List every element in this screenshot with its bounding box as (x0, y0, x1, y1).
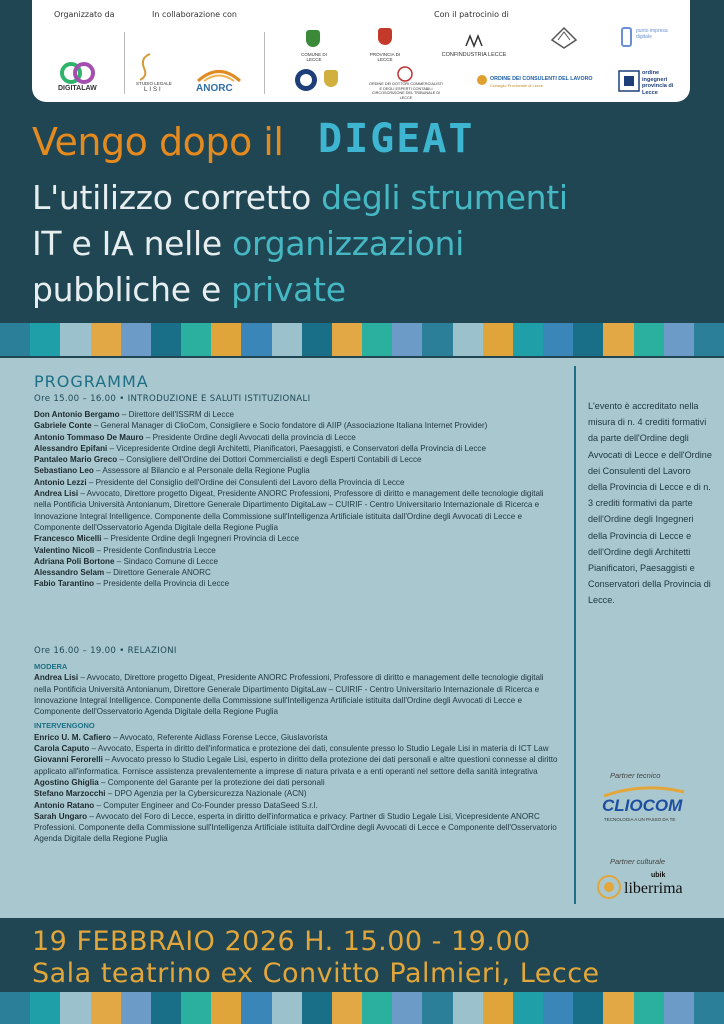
comune-crest-icon (306, 30, 320, 47)
band-segment (603, 323, 633, 356)
digitalaw-logo-icon (60, 62, 104, 84)
event-date: 19 FEBBRAIO 2026 H. 15.00 - 19.00 (32, 926, 531, 957)
band-segment (694, 323, 724, 356)
speaker-entry (34, 788, 562, 799)
speaker-entry (34, 465, 562, 476)
session-2-list (34, 661, 562, 845)
speaker-name: Gabriele Conte (34, 421, 92, 431)
band-segment (0, 992, 30, 1024)
band-segment (513, 992, 543, 1024)
punto-impresa-logo-icon (620, 26, 634, 48)
credits-text: L'evento è accreditato nella misura di n. 4 crediti formativi da parte dell'Ordine degli Avvocati di Lecce e dell'Ordine dei Consulenti del Lavoro della Provincia di Lecce e di n. 3 crediti formativi da parte dell'Ordine degli Ingegneri della Provincia di Lecce e dell'Ordine degli Architetti Pianificatori, Paesaggisti e Conservatori della Provincia di Lecce. (588, 401, 712, 606)
speaker-name: Alessandro Selam (34, 568, 105, 578)
title-line-2-part-b: organizzazioni (232, 224, 464, 263)
band-segment (91, 992, 121, 1024)
band-segment (392, 323, 422, 356)
commercialisti-seal-icon (397, 66, 413, 82)
band-segment (422, 323, 452, 356)
title-line-3-part-a: pubbliche e (32, 270, 232, 309)
session-2-heading: Ore 16.00 – 19.00 • RELAZIONI (34, 646, 177, 656)
band-segment (634, 323, 664, 356)
session-1-heading: Ore 15.00 – 16.00 • INTRODUZIONE E SALUTI ISTITUZIONALI (34, 394, 311, 404)
partner-tecnico-caption: Partner tecnico (610, 771, 661, 780)
speaker-name: Antonio Tommaso De Mauro (34, 432, 144, 442)
band-segment (362, 992, 392, 1024)
liberrima-emblem-icon (596, 874, 622, 900)
organized-by-caption: Organizzato da (54, 10, 115, 19)
speaker-entry (34, 533, 562, 544)
title-vengo: Vengo dopo il (32, 120, 284, 164)
speaker-name: Alessandro Epifani (34, 443, 108, 453)
band-segment (603, 992, 633, 1024)
speaker-desc: – Consigliere dell'Ordine dei Dottori Commercialisti e degli Esperti Contabili di Lecce (117, 455, 422, 465)
speaker-name: Andrea Lisi (34, 489, 79, 499)
band-segment (91, 323, 121, 356)
title-line-3 (32, 270, 346, 309)
speaker-entry (34, 732, 562, 743)
band-segment (573, 323, 603, 356)
architetti-logo-icon (550, 26, 578, 50)
title-line-1-part-a: L'utilizzo corretto (32, 178, 322, 217)
comune-label: COMUNE DI LECCE (301, 52, 327, 63)
digitalaw-label: DIGITALAW (58, 85, 97, 92)
speaker-name: Enrico U. M. Cafiero (34, 732, 111, 742)
partner-culturale-caption: Partner culturale (610, 857, 666, 866)
punto-impresa-label: punto impresa digitale (636, 28, 668, 40)
speaker-name: Antonio Lezzi (34, 477, 87, 487)
band-segment (121, 992, 151, 1024)
band-segment (60, 323, 90, 356)
band-segment (483, 992, 513, 1024)
speaker-desc: – Avvocato, Direttore progetto Digeat, Presidente ANORC Professioni, Professore di diritto e management delle tecnologie digitali nella Pontificia Università Antonianum, Direttore Generale Dipartimento DigitaLaw – CUIRIF - Centro Universitario Internazionale di Ricerca e Innovazione Integral Intelligence. Componente della Commissione sull'Intelligenza Artificiale istituita dall'Ordine degli Avvocati di Lecce e Componente dell'Osservatorio Agenda Digitale della Regione Puglia (34, 489, 544, 532)
speaker-desc: – Componente del Garante per la protezione dei dati personali (98, 777, 325, 787)
speaker-name: Francesco Micelli (34, 534, 102, 544)
speaker-entry (34, 545, 562, 556)
band-segment (543, 323, 573, 356)
band-segment (694, 992, 724, 1024)
program-title: PROGRAMMA (34, 372, 149, 391)
session-1-list (34, 409, 562, 590)
speaker-name: Fabio Tarantino (34, 579, 95, 589)
digeat-logo: DIGEAT (318, 116, 475, 162)
speaker-desc: – Avvocato, Esperta in diritto dell'informatica e protezione dei dati, consulente presso lo Studio Legale Lisi in materia di ICT Law (89, 744, 549, 754)
band-segment (453, 992, 483, 1024)
band-segment (211, 323, 241, 356)
band-segment (241, 992, 271, 1024)
band-segment (664, 323, 694, 356)
confindustria-logo-icon (464, 34, 484, 48)
band-segment (332, 992, 362, 1024)
speaker-desc: – Direttore Generale ANORC (104, 568, 211, 578)
divider (264, 32, 265, 94)
band-segment (543, 992, 573, 1024)
speaker-entry (34, 477, 562, 488)
band-segment (483, 323, 513, 356)
speaker-name: Valentino Nicolì (34, 545, 95, 555)
speaker-entry (34, 811, 562, 845)
studio-lisi-logo-icon (136, 52, 156, 82)
studio-legale-label: STUDIO LEGALE (136, 81, 172, 86)
commercialisti-label: ORDINE DEI DOTTORI COMMERCIALISTI E DEGLI ESPERTI CONTABILI CIRCOSCRIZIONE DEL TRIBUNALE DI LECCE (369, 82, 443, 100)
speaker-name: Pantaleo Mario Greco (34, 455, 118, 465)
cliocom-tagline: TECNOLOGIA A UN PASSO DA TE (604, 817, 676, 822)
title-line-3-part-b: private (231, 270, 346, 309)
speaker-name: Adriana Poli Bortone (34, 556, 115, 566)
speaker-entry (34, 420, 562, 431)
color-band-bottom (0, 992, 724, 1024)
speaker-name: Giovanni Ferorelli (34, 755, 103, 765)
speaker-entry (34, 409, 562, 420)
provincia-label: PROVINCIA DI LECCE (369, 52, 401, 63)
anorc-logo-icon (196, 68, 242, 82)
band-segment (151, 323, 181, 356)
intervengono-list (34, 732, 562, 845)
speaker-desc: – Avvocato presso lo Studio Legale Lisi, esperto in diritto della protezione dei dati personali e altre questioni connesse al diritto applicato all'informatica. Fornisce assistenza prevalentemente a imprese di natura privata e a enti operanti nel settore della sanità integrativa (34, 755, 558, 776)
band-segment (121, 323, 151, 356)
band-segment (0, 323, 30, 356)
speaker-name: Sarah Ungaro (34, 811, 88, 821)
band-segment (513, 323, 543, 356)
band-segment (60, 992, 90, 1024)
modera-label: MODERA (34, 662, 68, 671)
speaker-entry (34, 578, 562, 589)
speaker-desc: – Computer Engineer and Co-Founder presso DataSeed S.r.l. (94, 800, 318, 810)
band-segment (181, 992, 211, 1024)
speaker-desc: – Avvocato, Direttore progetto Digeat, Presidente ANORC Professioni, Professore di diritto e management delle tecnologie digitali nella Pontificia Università Antonianum, Direttore Generale Dipartimento DigitaLaw – CUIRIF - Centro Universitario Internazionale di Ricerca e Innovazione Integral Intelligence. Componente della Commissione sull'Intelligenza Artificiale istituita dall'Ordine degli Avvocati di Lecce e Componente dell'Osservatorio Agenda Digitale della Regione Puglia (34, 673, 544, 717)
consulenti-label: ORDINE DEI CONSULENTI DEL LAVORO (490, 76, 593, 82)
speaker-entry (34, 567, 562, 578)
event-venue: Sala teatrino ex Convitto Palmieri, Lecce (32, 958, 600, 989)
speaker-desc: – Presidente Ordine degli Ingegneri Provincia di Lecce (101, 534, 299, 544)
provincia-crest-icon (378, 28, 392, 45)
intervengono-label: INTERVENGONO (34, 721, 95, 731)
band-segment (302, 992, 332, 1024)
speaker-name: Agostino Ghiglia (34, 777, 99, 787)
speaker-desc: – Avvocato, Referente Aidlass Forense Lecce, Giuslavorista (110, 732, 328, 742)
liberrima-logo: liberrima (624, 880, 683, 897)
collaboration-caption: In collaborazione con (152, 10, 237, 19)
ingegneri-label: ordine ingegneri provincia di Lecce (642, 70, 674, 97)
speaker-desc: – Presidente del Consiglio dell'Ordine dei Consulenti del Lavoro della Provincia di Lecce (86, 477, 405, 487)
title-line-2-part-a: IT e IA nelle (32, 224, 233, 263)
band-segment (664, 992, 694, 1024)
band-segment (634, 992, 664, 1024)
ingegneri-logo-icon (618, 70, 640, 92)
band-segment (272, 323, 302, 356)
speaker-name: Don Antonio Bergamo (34, 410, 120, 419)
sponsors-header (32, 0, 690, 102)
patronage-caption: Con il patrocinio di (434, 10, 509, 19)
band-segment (422, 992, 452, 1024)
band-segment (272, 992, 302, 1024)
band-segment (151, 992, 181, 1024)
modera-entry (34, 672, 562, 717)
band-segment (30, 992, 60, 1024)
speaker-desc: – Assessore al Bilancio e al Personale della Regione Puglia (93, 466, 310, 476)
speaker-desc: – Presidente Ordine degli Avvocati della provincia di Lecce (143, 432, 356, 442)
divider (124, 32, 125, 94)
speaker-name: Carola Caputo (34, 744, 90, 754)
cliocom-logo: CLIOCOM (602, 796, 683, 815)
speaker-name: Antonio Ratano (34, 800, 95, 810)
title-line-1 (32, 178, 568, 217)
speaker-desc: – Vicepresidente Ordine degli Architetti, Pianificatori, Paesaggisti, e Conservatori della Provincia di Lecce (107, 443, 486, 453)
sidebar-divider (574, 366, 576, 904)
speaker-entry (34, 754, 562, 777)
speaker-name: Andrea Lisi (34, 673, 79, 683)
anorc-label: ANORC (196, 83, 233, 94)
confindustria-label: CONFINDUSTRIA LECCE (441, 52, 507, 58)
band-segment (362, 323, 392, 356)
speaker-entry (34, 443, 562, 454)
title-line-2 (32, 224, 464, 263)
speaker-name: Stefano Marzocchi (34, 789, 106, 799)
speaker-desc: – Sindaco Comune di Lecce (114, 556, 218, 566)
band-segment (30, 323, 60, 356)
speaker-desc: – General Manager di ClioCom, Consigliere e Socio fondatore di AIIP (Associazione Italiana Internet Provider) (91, 421, 488, 431)
speaker-desc: – Direttore dell'ISSRM di Lecce (119, 410, 235, 419)
band-segment (573, 992, 603, 1024)
consulenti-logo-icon (476, 74, 488, 86)
ordine-crest-icon (324, 70, 338, 87)
speaker-entry (34, 488, 562, 533)
band-segment (453, 323, 483, 356)
band-segment (211, 992, 241, 1024)
band-segment (302, 323, 332, 356)
speaker-name: Sebastiano Leo (34, 466, 94, 476)
ordine-avvocati-seal-icon (294, 68, 318, 92)
color-band-top (0, 323, 724, 356)
speaker-entry (34, 556, 562, 567)
band-segment (392, 992, 422, 1024)
speaker-desc: – DPO Agenzia per la Cybersicurezza Nazionale (ACN) (105, 789, 307, 799)
band-segment (181, 323, 211, 356)
speaker-entry (34, 432, 562, 443)
ubik-label: ubik (651, 872, 666, 879)
band-segment (332, 323, 362, 356)
speaker-desc: – Avvocato del Foro di Lecce, esperta in diritto dell'informatica e privacy. Partner di Studio Legale Lisi, Vicepresidente ANORC Professioni. Componente della Commissione sull'Intelligenza Artificiale istituita dall'Ordine degli Avvocati di Lecce e Componente dell'Osservatorio Agenda Digitale della Regione Puglia (34, 811, 557, 844)
title-line-1-part-b: degli strumenti (321, 178, 568, 217)
speaker-entry (34, 800, 562, 811)
lisi-label: LISI (144, 87, 163, 93)
speaker-entry (34, 743, 562, 754)
speaker-desc: – Presidente Confindustria Lecce (94, 545, 216, 555)
speaker-entry (34, 777, 562, 788)
consulenti-sub-label: Consiglio Provinciale di Lecce (490, 83, 544, 88)
band-segment (241, 323, 271, 356)
speaker-entry (34, 454, 562, 465)
speaker-desc: – Presidente della Provincia di Lecce (94, 579, 230, 589)
